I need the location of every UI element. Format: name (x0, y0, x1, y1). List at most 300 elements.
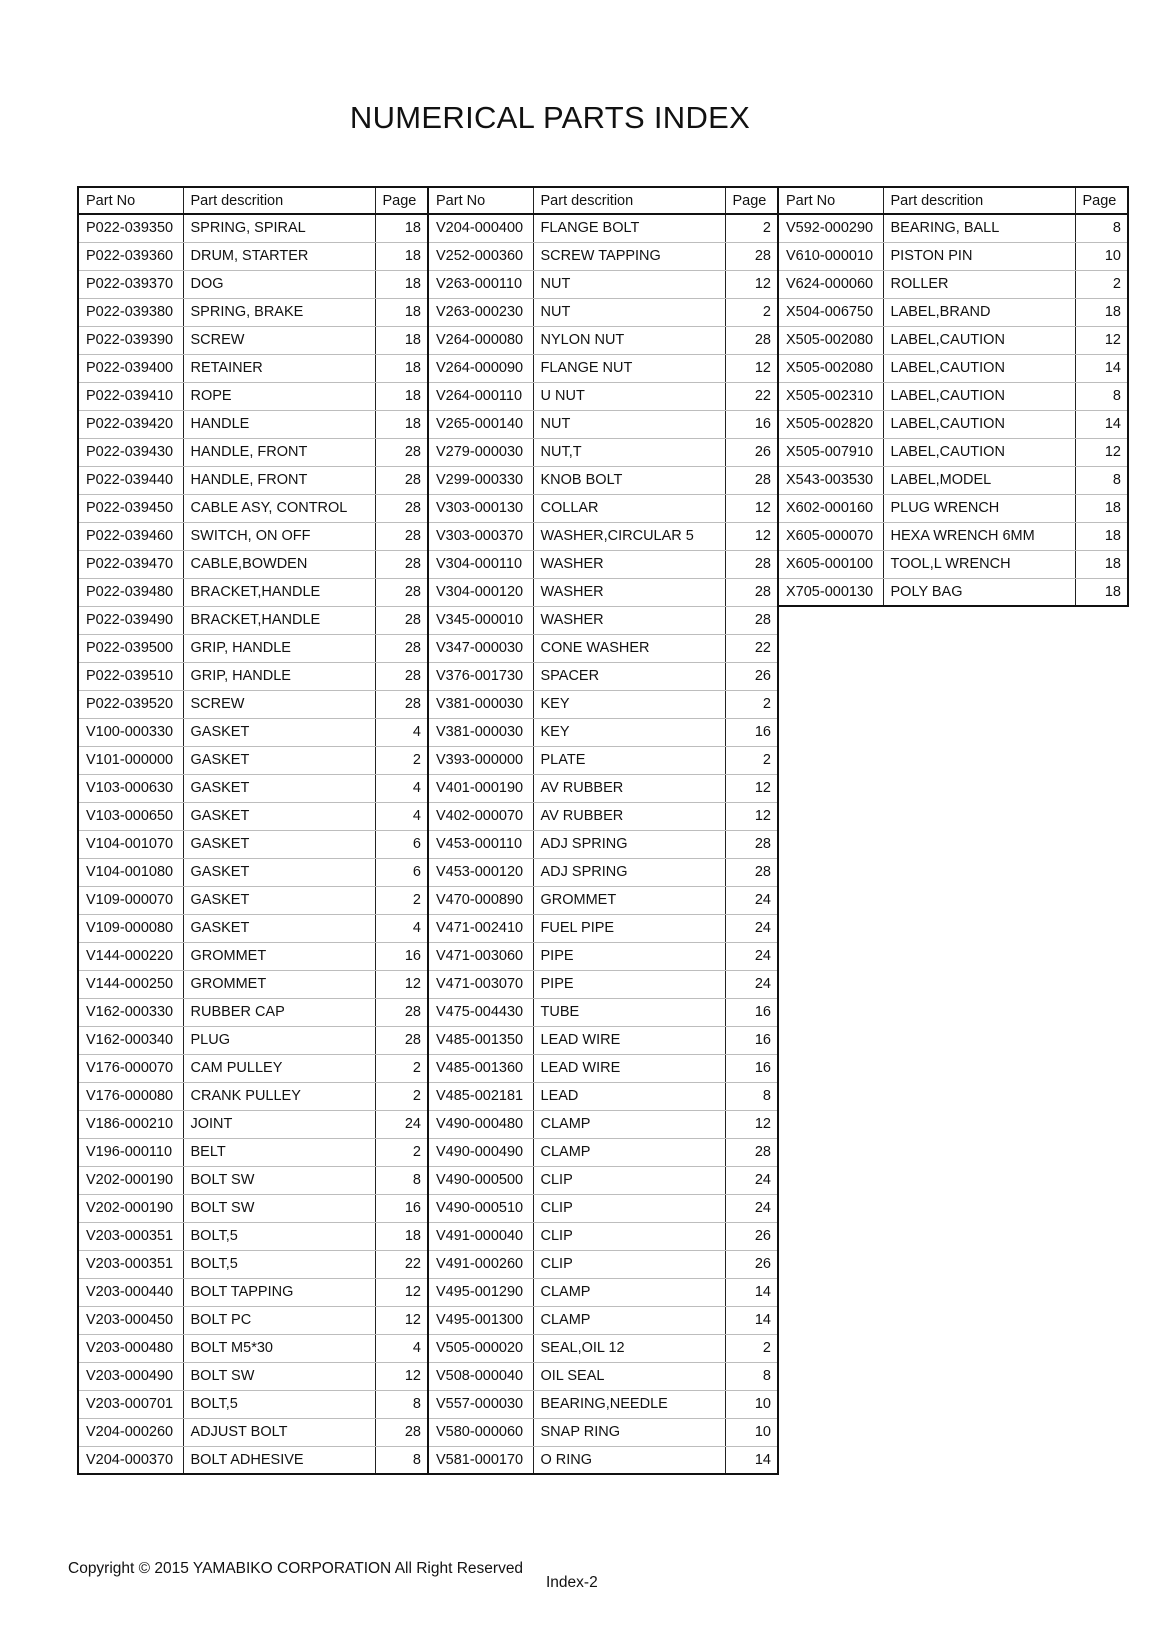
table-row (428, 1390, 778, 1418)
page-ref: 2 (375, 1138, 428, 1166)
page-ref: 16 (725, 410, 778, 438)
part-description: BELT (183, 1138, 375, 1166)
page-ref: 10 (1075, 242, 1128, 270)
page-ref: 2 (725, 746, 778, 774)
table-row (428, 1026, 778, 1054)
header-description: Part descrition (183, 187, 375, 214)
page-ref: 28 (725, 1138, 778, 1166)
part-number: P022-039420 (78, 410, 183, 438)
part-number: V471-002410 (428, 914, 533, 942)
part-description: TUBE (533, 998, 725, 1026)
part-number: V304-000120 (428, 578, 533, 606)
page-ref: 28 (725, 550, 778, 578)
part-number: V101-000000 (78, 746, 183, 774)
part-number: X505-002080 (778, 354, 883, 382)
part-description: BOLT,5 (183, 1390, 375, 1418)
table-row (428, 802, 778, 830)
table-row (78, 578, 428, 606)
page-ref: 18 (1075, 550, 1128, 578)
part-number: V303-000370 (428, 522, 533, 550)
page-ref: 28 (725, 606, 778, 634)
table-row (428, 1446, 778, 1474)
page-ref: 12 (725, 270, 778, 298)
page-ref: 2 (375, 1082, 428, 1110)
table-row (428, 326, 778, 354)
part-number: V580-000060 (428, 1418, 533, 1446)
page-ref: 2 (1075, 270, 1128, 298)
part-number: V495-001290 (428, 1278, 533, 1306)
page-ref: 18 (1075, 578, 1128, 606)
page-ref: 18 (375, 354, 428, 382)
table-row (428, 494, 778, 522)
part-number: V485-001360 (428, 1054, 533, 1082)
page-ref: 28 (375, 998, 428, 1026)
part-number: P022-039400 (78, 354, 183, 382)
part-number: P022-039430 (78, 438, 183, 466)
table-row (78, 1334, 428, 1362)
page-ref: 2 (375, 886, 428, 914)
part-description: PLUG WRENCH (883, 494, 1075, 522)
part-description: WASHER (533, 550, 725, 578)
table-row (428, 1166, 778, 1194)
table-row (428, 1222, 778, 1250)
part-number: V162-000340 (78, 1026, 183, 1054)
table-row (78, 1250, 428, 1278)
table-row (428, 1278, 778, 1306)
page-ref: 28 (375, 466, 428, 494)
table-row (778, 494, 1128, 522)
part-description: ADJ SPRING (533, 830, 725, 858)
part-description: GASKET (183, 886, 375, 914)
part-description: KNOB BOLT (533, 466, 725, 494)
table-row (78, 690, 428, 718)
part-description: BOLT,5 (183, 1250, 375, 1278)
part-description: ADJUST BOLT (183, 1418, 375, 1446)
part-description: HANDLE, FRONT (183, 466, 375, 494)
page-ref: 12 (1075, 326, 1128, 354)
part-number: V203-000351 (78, 1250, 183, 1278)
page-ref: 8 (725, 1362, 778, 1390)
page-ref: 12 (375, 1362, 428, 1390)
part-description: CLAMP (533, 1138, 725, 1166)
table-row (428, 1082, 778, 1110)
table-row (78, 466, 428, 494)
part-description: LABEL,BRAND (883, 298, 1075, 326)
part-description: NUT (533, 410, 725, 438)
part-number: X505-002080 (778, 326, 883, 354)
header-part-no: Part No (428, 187, 533, 214)
parts-table-3 (777, 186, 1129, 607)
part-description: PLATE (533, 746, 725, 774)
part-number: V279-000030 (428, 438, 533, 466)
part-description: CABLE,BOWDEN (183, 550, 375, 578)
part-description: BOLT M5*30 (183, 1334, 375, 1362)
page-ref: 12 (1075, 438, 1128, 466)
table-row (78, 550, 428, 578)
part-description: GASKET (183, 802, 375, 830)
part-number: P022-039480 (78, 578, 183, 606)
table-row (428, 354, 778, 382)
page-ref: 18 (375, 410, 428, 438)
part-description: PLUG (183, 1026, 375, 1054)
table-row (778, 522, 1128, 550)
page-ref: 12 (375, 1278, 428, 1306)
part-description: CLIP (533, 1222, 725, 1250)
page-ref: 14 (1075, 354, 1128, 382)
part-description: WASHER (533, 578, 725, 606)
part-description: KEY (533, 718, 725, 746)
table-row (778, 410, 1128, 438)
part-description: NUT (533, 298, 725, 326)
part-number: V490-000490 (428, 1138, 533, 1166)
page-ref: 24 (725, 1194, 778, 1222)
part-description: FUEL PIPE (533, 914, 725, 942)
page-ref: 4 (375, 718, 428, 746)
part-description: CLIP (533, 1166, 725, 1194)
table-row (78, 270, 428, 298)
page-ref: 16 (375, 1194, 428, 1222)
part-number: P022-039460 (78, 522, 183, 550)
part-number: V264-000090 (428, 354, 533, 382)
part-number: V265-000140 (428, 410, 533, 438)
part-description: TOOL,L WRENCH (883, 550, 1075, 578)
table-row (78, 886, 428, 914)
page-ref: 18 (375, 326, 428, 354)
part-description: ROLLER (883, 270, 1075, 298)
page-ref: 28 (375, 1026, 428, 1054)
page-ref: 22 (725, 382, 778, 410)
table-row (428, 1418, 778, 1446)
part-number: V393-000000 (428, 746, 533, 774)
part-number: V508-000040 (428, 1362, 533, 1390)
table-row (778, 354, 1128, 382)
part-number: V103-000630 (78, 774, 183, 802)
page-ref: 12 (725, 802, 778, 830)
part-number: V475-004430 (428, 998, 533, 1026)
header-part-no: Part No (778, 187, 883, 214)
table-row (428, 578, 778, 606)
part-number: V186-000210 (78, 1110, 183, 1138)
table-row (778, 298, 1128, 326)
part-description: CLIP (533, 1250, 725, 1278)
part-number: V490-000500 (428, 1166, 533, 1194)
table-row (78, 214, 428, 242)
part-number: V103-000650 (78, 802, 183, 830)
page-ref: 28 (375, 690, 428, 718)
page-ref: 8 (375, 1166, 428, 1194)
page-ref: 4 (375, 1334, 428, 1362)
page-ref: 4 (375, 802, 428, 830)
part-number: V264-000110 (428, 382, 533, 410)
part-description: COLLAR (533, 494, 725, 522)
part-description: GASKET (183, 914, 375, 942)
part-number: V263-000230 (428, 298, 533, 326)
part-description: CLAMP (533, 1278, 725, 1306)
table-row (78, 634, 428, 662)
table-row (78, 494, 428, 522)
part-number: P022-039410 (78, 382, 183, 410)
part-description: FLANGE BOLT (533, 214, 725, 242)
page-ref: 6 (375, 858, 428, 886)
table-row (78, 802, 428, 830)
table-row (428, 382, 778, 410)
table-row (78, 858, 428, 886)
part-number: V345-000010 (428, 606, 533, 634)
part-description: SCREW (183, 690, 375, 718)
page-ref: 4 (375, 914, 428, 942)
table-row (778, 466, 1128, 494)
part-number: V144-000220 (78, 942, 183, 970)
part-number: V104-001080 (78, 858, 183, 886)
part-number: V624-000060 (778, 270, 883, 298)
table-header-row (778, 187, 1128, 214)
part-number: V202-000190 (78, 1194, 183, 1222)
table-row (78, 1026, 428, 1054)
part-description: LEAD (533, 1082, 725, 1110)
table-row (428, 1194, 778, 1222)
part-description: HANDLE, FRONT (183, 438, 375, 466)
part-number: X605-000070 (778, 522, 883, 550)
part-description: ROPE (183, 382, 375, 410)
part-number: V109-000070 (78, 886, 183, 914)
table-row (78, 1418, 428, 1446)
table-row (428, 1110, 778, 1138)
page-ref: 6 (375, 830, 428, 858)
part-description: GROMMET (183, 970, 375, 998)
part-number: V381-000030 (428, 718, 533, 746)
part-number: V381-000030 (428, 690, 533, 718)
part-number: P022-039470 (78, 550, 183, 578)
part-description: CONE WASHER (533, 634, 725, 662)
page-title: NUMERICAL PARTS INDEX (349, 100, 751, 135)
parts-table-1 (77, 186, 429, 1475)
part-number: V104-001070 (78, 830, 183, 858)
page-ref: 2 (725, 298, 778, 326)
part-description: BOLT SW (183, 1194, 375, 1222)
page-ref: 22 (375, 1250, 428, 1278)
table-row (78, 1138, 428, 1166)
part-number: P022-039510 (78, 662, 183, 690)
page-ref: 24 (725, 914, 778, 942)
page-ref: 8 (1075, 214, 1128, 242)
part-description: PISTON PIN (883, 242, 1075, 270)
part-number: V203-000351 (78, 1222, 183, 1250)
table-row (778, 242, 1128, 270)
part-number: V347-000030 (428, 634, 533, 662)
page-ref: 28 (725, 858, 778, 886)
part-description: BOLT TAPPING (183, 1278, 375, 1306)
page-ref: 10 (725, 1418, 778, 1446)
part-number: V203-000450 (78, 1306, 183, 1334)
part-description: NYLON NUT (533, 326, 725, 354)
part-number: V162-000330 (78, 998, 183, 1026)
part-description: KEY (533, 690, 725, 718)
table-row (778, 214, 1128, 242)
part-number: V176-000070 (78, 1054, 183, 1082)
page-ref: 28 (375, 550, 428, 578)
part-number: V202-000190 (78, 1166, 183, 1194)
page-ref: 28 (375, 522, 428, 550)
page-ref: 14 (725, 1306, 778, 1334)
table-row (428, 914, 778, 942)
page-ref: 14 (725, 1278, 778, 1306)
header-page: Page (375, 187, 428, 214)
page-ref: 2 (375, 1054, 428, 1082)
part-number: V299-000330 (428, 466, 533, 494)
table-row (428, 466, 778, 494)
page-ref: 26 (725, 662, 778, 690)
table-row (78, 998, 428, 1026)
table-row (428, 1250, 778, 1278)
page-ref: 18 (375, 242, 428, 270)
header-description: Part descrition (533, 187, 725, 214)
table-row (428, 970, 778, 998)
part-description: BOLT SW (183, 1166, 375, 1194)
table-row (428, 410, 778, 438)
table-row (78, 746, 428, 774)
page-ref: 26 (725, 1250, 778, 1278)
table-row (428, 1306, 778, 1334)
part-description: HANDLE (183, 410, 375, 438)
part-number: V203-000490 (78, 1362, 183, 1390)
part-number: V471-003060 (428, 942, 533, 970)
part-description: O RING (533, 1446, 725, 1474)
table-row (78, 382, 428, 410)
page-ref: 28 (725, 466, 778, 494)
part-number: P022-039370 (78, 270, 183, 298)
page-ref: 18 (375, 298, 428, 326)
table-row (78, 1390, 428, 1418)
part-description: OIL SEAL (533, 1362, 725, 1390)
part-number: V263-000110 (428, 270, 533, 298)
table-header-row (428, 187, 778, 214)
table-row (778, 578, 1128, 606)
page-ref: 2 (725, 1334, 778, 1362)
part-number: V204-000400 (428, 214, 533, 242)
part-number: V581-000170 (428, 1446, 533, 1474)
table-row (428, 942, 778, 970)
part-number: V453-000120 (428, 858, 533, 886)
part-number: V402-000070 (428, 802, 533, 830)
part-description: SWITCH, ON OFF (183, 522, 375, 550)
part-description: CLAMP (533, 1306, 725, 1334)
part-description: BEARING,NEEDLE (533, 1390, 725, 1418)
part-number: V196-000110 (78, 1138, 183, 1166)
table-row (428, 522, 778, 550)
page-ref: 28 (725, 242, 778, 270)
table-row (428, 438, 778, 466)
table-row (78, 606, 428, 634)
page-ref: 16 (375, 942, 428, 970)
part-number: X505-007910 (778, 438, 883, 466)
table-row (78, 1082, 428, 1110)
table-row (78, 242, 428, 270)
page-ref: 28 (375, 606, 428, 634)
part-number: P022-039450 (78, 494, 183, 522)
part-description: ADJ SPRING (533, 858, 725, 886)
part-description: LABEL,CAUTION (883, 382, 1075, 410)
part-number: P022-039390 (78, 326, 183, 354)
page-ref: 18 (1075, 494, 1128, 522)
part-number: V490-000510 (428, 1194, 533, 1222)
part-number: X543-003530 (778, 466, 883, 494)
part-description: BRACKET,HANDLE (183, 578, 375, 606)
table-row (78, 914, 428, 942)
table-row (778, 382, 1128, 410)
part-number: V491-000260 (428, 1250, 533, 1278)
table-row (78, 1306, 428, 1334)
page-ref: 24 (725, 970, 778, 998)
table-row (78, 1110, 428, 1138)
table-row (428, 998, 778, 1026)
part-number: V491-000040 (428, 1222, 533, 1250)
table-row (78, 410, 428, 438)
part-description: GASKET (183, 774, 375, 802)
part-number: X605-000100 (778, 550, 883, 578)
part-number: X602-000160 (778, 494, 883, 522)
part-description: POLY BAG (883, 578, 1075, 606)
part-number: P022-039500 (78, 634, 183, 662)
part-number: P022-039350 (78, 214, 183, 242)
page-ref: 28 (725, 578, 778, 606)
table-row (428, 830, 778, 858)
table-row (778, 550, 1128, 578)
table-row (78, 942, 428, 970)
copyright-notice: Copyright © 2015 YAMABIKO CORPORATION All Right Reserved (68, 1560, 524, 1577)
table-row (78, 354, 428, 382)
part-description: BOLT,5 (183, 1222, 375, 1250)
part-number: V490-000480 (428, 1110, 533, 1138)
part-description: LABEL,CAUTION (883, 354, 1075, 382)
part-number: V176-000080 (78, 1082, 183, 1110)
part-number: V505-000020 (428, 1334, 533, 1362)
part-description: GROMMET (533, 886, 725, 914)
part-description: NUT (533, 270, 725, 298)
table-header-row (78, 187, 428, 214)
part-description: SPACER (533, 662, 725, 690)
page-ref: 18 (375, 382, 428, 410)
part-description: NUT,T (533, 438, 725, 466)
part-number: V203-000480 (78, 1334, 183, 1362)
table-row (428, 550, 778, 578)
table-row (78, 326, 428, 354)
part-number: V453-000110 (428, 830, 533, 858)
part-number: X705-000130 (778, 578, 883, 606)
part-description: WASHER (533, 606, 725, 634)
part-description: LEAD WIRE (533, 1026, 725, 1054)
page-ref: 12 (375, 1306, 428, 1334)
table-row (428, 634, 778, 662)
page-ref: 24 (375, 1110, 428, 1138)
page-ref: 2 (725, 690, 778, 718)
part-description: DOG (183, 270, 375, 298)
part-number: V203-000701 (78, 1390, 183, 1418)
part-number: V304-000110 (428, 550, 533, 578)
header-page: Page (725, 187, 778, 214)
header-page: Page (1075, 187, 1128, 214)
table-row (778, 326, 1128, 354)
part-number: V303-000130 (428, 494, 533, 522)
table-row (428, 1054, 778, 1082)
page-ref: 16 (725, 998, 778, 1026)
page-ref: 26 (725, 438, 778, 466)
page-ref: 18 (375, 214, 428, 242)
table-row (428, 214, 778, 242)
part-number: V485-001350 (428, 1026, 533, 1054)
page-ref: 28 (375, 1418, 428, 1446)
part-description: FLANGE NUT (533, 354, 725, 382)
page-ref: 14 (725, 1446, 778, 1474)
